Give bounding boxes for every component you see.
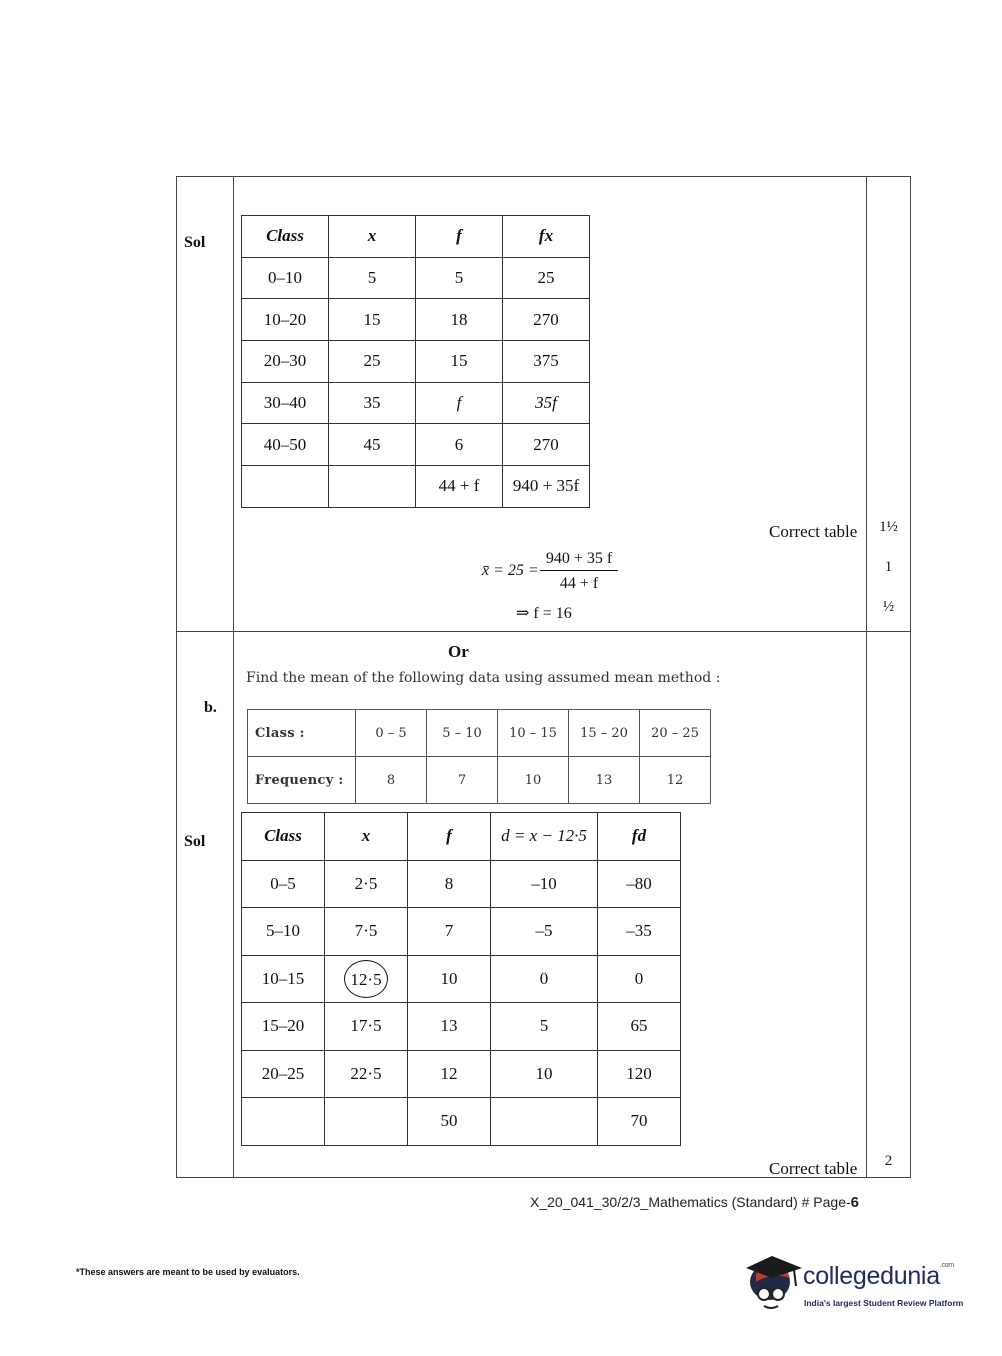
table-cell: –80 bbox=[598, 860, 681, 908]
sol-label-a: Sol bbox=[184, 234, 206, 251]
header-f: f bbox=[416, 216, 503, 258]
table-cell: 0–5 bbox=[242, 860, 325, 908]
table-cell: 375 bbox=[503, 341, 590, 383]
assumed-mean-circle: 12·5 bbox=[344, 960, 388, 998]
table-cell: 5 bbox=[329, 257, 416, 299]
table-cell: 20–30 bbox=[242, 341, 329, 383]
total-fx: 940 + 35f bbox=[503, 466, 590, 508]
correct-table-label-a: Correct table bbox=[769, 522, 858, 541]
total-f: 50 bbox=[408, 1098, 491, 1146]
table-cell: 120 bbox=[598, 1050, 681, 1098]
header-d: d = x − 12·5 bbox=[491, 813, 598, 861]
table-cell bbox=[325, 1098, 408, 1146]
page-number: 6 bbox=[850, 1194, 859, 1211]
table-cell: –35 bbox=[598, 908, 681, 956]
table-row bbox=[242, 908, 681, 956]
equation-numerator: 940 + 35 f bbox=[540, 550, 618, 571]
marks-column-divider bbox=[866, 176, 867, 1178]
table-cell: 15 bbox=[416, 341, 503, 383]
table-row bbox=[242, 955, 681, 1003]
table-cell: 17·5 bbox=[325, 1003, 408, 1051]
table-cell: –5 bbox=[491, 908, 598, 956]
table-cell: 25 bbox=[503, 257, 590, 299]
table-row bbox=[242, 1050, 681, 1098]
table-row bbox=[242, 1003, 681, 1051]
table-cell: 40–50 bbox=[242, 424, 329, 466]
table-row bbox=[242, 257, 590, 299]
mark-b: 2 bbox=[884, 1153, 893, 1169]
table-cell: 13 bbox=[569, 757, 640, 804]
question-label-b: b. bbox=[204, 699, 217, 716]
header-fd: fd bbox=[598, 813, 681, 861]
table-cell: 20 – 25 bbox=[640, 710, 711, 757]
table-cell: 5 – 10 bbox=[427, 710, 498, 757]
total-f: 44 + f bbox=[416, 466, 503, 508]
table-cell: 65 bbox=[598, 1003, 681, 1051]
table-cell: 12 bbox=[640, 757, 711, 804]
table-row bbox=[242, 299, 590, 341]
table-cell: 7 bbox=[408, 908, 491, 956]
table-cell: 8 bbox=[408, 860, 491, 908]
table-cell: 25 bbox=[329, 341, 416, 383]
table-row bbox=[242, 382, 590, 424]
table-cell: 15 bbox=[329, 299, 416, 341]
question-data-table bbox=[247, 709, 711, 804]
table-total-row bbox=[242, 466, 590, 508]
table-cell: 7·5 bbox=[325, 908, 408, 956]
table-cell: 45 bbox=[329, 424, 416, 466]
table-header-row bbox=[242, 216, 590, 258]
class-row-label: Class : bbox=[248, 710, 356, 757]
table-cell: 270 bbox=[503, 299, 590, 341]
collegedunia-tagline: India's largest Student Review Platform bbox=[804, 1298, 964, 1308]
table-cell: 30–40 bbox=[242, 382, 329, 424]
header-f: f bbox=[408, 813, 491, 861]
header-class: Class bbox=[242, 216, 329, 258]
question-text: Find the mean of the following data using assumed mean method : bbox=[246, 670, 721, 686]
page-footer-text: X_20_041_30/2/3_Mathematics (Standard) # Page- bbox=[530, 1194, 851, 1210]
table-row bbox=[242, 341, 590, 383]
total-fd: 70 bbox=[598, 1098, 681, 1146]
table-cell bbox=[491, 1098, 598, 1146]
table-cell: 270 bbox=[503, 424, 590, 466]
table-cell: 2·5 bbox=[325, 860, 408, 908]
table-cell: 12 bbox=[408, 1050, 491, 1098]
header-fx: fx bbox=[503, 216, 590, 258]
table-cell: 35f bbox=[503, 382, 590, 424]
equation-lhs: x̄ = 25 = bbox=[482, 562, 539, 579]
equation-result: ⇒ f = 16 bbox=[516, 605, 572, 622]
page-footer bbox=[530, 1194, 859, 1211]
mark-a-2: 1 bbox=[884, 559, 893, 575]
table-cell: 10 bbox=[408, 955, 491, 1003]
mark-a-3: ½ bbox=[882, 599, 895, 615]
table-cell: 10–15 bbox=[242, 955, 325, 1003]
table-cell: 22·5 bbox=[325, 1050, 408, 1098]
table-cell: 10 bbox=[491, 1050, 598, 1098]
table-cell: 15 – 20 bbox=[569, 710, 640, 757]
sol-label-b: Sol bbox=[184, 833, 206, 850]
mark-a-1: 1½ bbox=[879, 519, 898, 535]
equation-denominator: 44 + f bbox=[559, 575, 599, 592]
brand-suffix: .com bbox=[939, 1262, 954, 1269]
table-cell: 7 bbox=[427, 757, 498, 804]
header-x: x bbox=[329, 216, 416, 258]
table-cell bbox=[242, 466, 329, 508]
table-cell: 5 bbox=[491, 1003, 598, 1051]
table-cell: 35 bbox=[329, 382, 416, 424]
table-cell: 6 bbox=[416, 424, 503, 466]
section-divider bbox=[176, 631, 911, 632]
collegedunia-mascot-icon bbox=[742, 1252, 804, 1312]
label-column-divider bbox=[233, 176, 234, 1178]
table-cell: 5 bbox=[416, 257, 503, 299]
table-cell: 0 – 5 bbox=[356, 710, 427, 757]
table-total-row bbox=[242, 1098, 681, 1146]
table-cell bbox=[325, 955, 408, 1003]
frequency-table-a bbox=[241, 215, 590, 508]
header-class: Class bbox=[242, 813, 325, 861]
table-cell: 0 bbox=[491, 955, 598, 1003]
table-cell: 15–20 bbox=[242, 1003, 325, 1051]
class-row bbox=[248, 710, 711, 757]
table-cell: 0 bbox=[598, 955, 681, 1003]
table-cell: 0–10 bbox=[242, 257, 329, 299]
table-cell: 5–10 bbox=[242, 908, 325, 956]
table-cell: 13 bbox=[408, 1003, 491, 1051]
evaluator-disclaimer: *These answers are meant to be used by evaluators. bbox=[76, 1267, 300, 1277]
frequency-row-label: Frequency : bbox=[248, 757, 356, 804]
table-cell: f bbox=[416, 382, 503, 424]
table-cell: 10–20 bbox=[242, 299, 329, 341]
brand-name: collegedunia bbox=[803, 1262, 940, 1290]
table-cell: 20–25 bbox=[242, 1050, 325, 1098]
collegedunia-brand bbox=[803, 1262, 954, 1291]
table-row bbox=[242, 424, 590, 466]
table-row bbox=[242, 860, 681, 908]
table-cell bbox=[329, 466, 416, 508]
table-cell: 10 – 15 bbox=[498, 710, 569, 757]
table-cell bbox=[242, 1098, 325, 1146]
table-cell: –10 bbox=[491, 860, 598, 908]
table-cell: 10 bbox=[498, 757, 569, 804]
or-label: Or bbox=[448, 642, 469, 661]
frequency-row bbox=[248, 757, 711, 804]
table-header-row bbox=[242, 813, 681, 861]
correct-table-label-b: Correct table bbox=[769, 1159, 858, 1178]
table-cell: 18 bbox=[416, 299, 503, 341]
header-x: x bbox=[325, 813, 408, 861]
solution-table-b bbox=[241, 812, 681, 1146]
table-cell: 8 bbox=[356, 757, 427, 804]
